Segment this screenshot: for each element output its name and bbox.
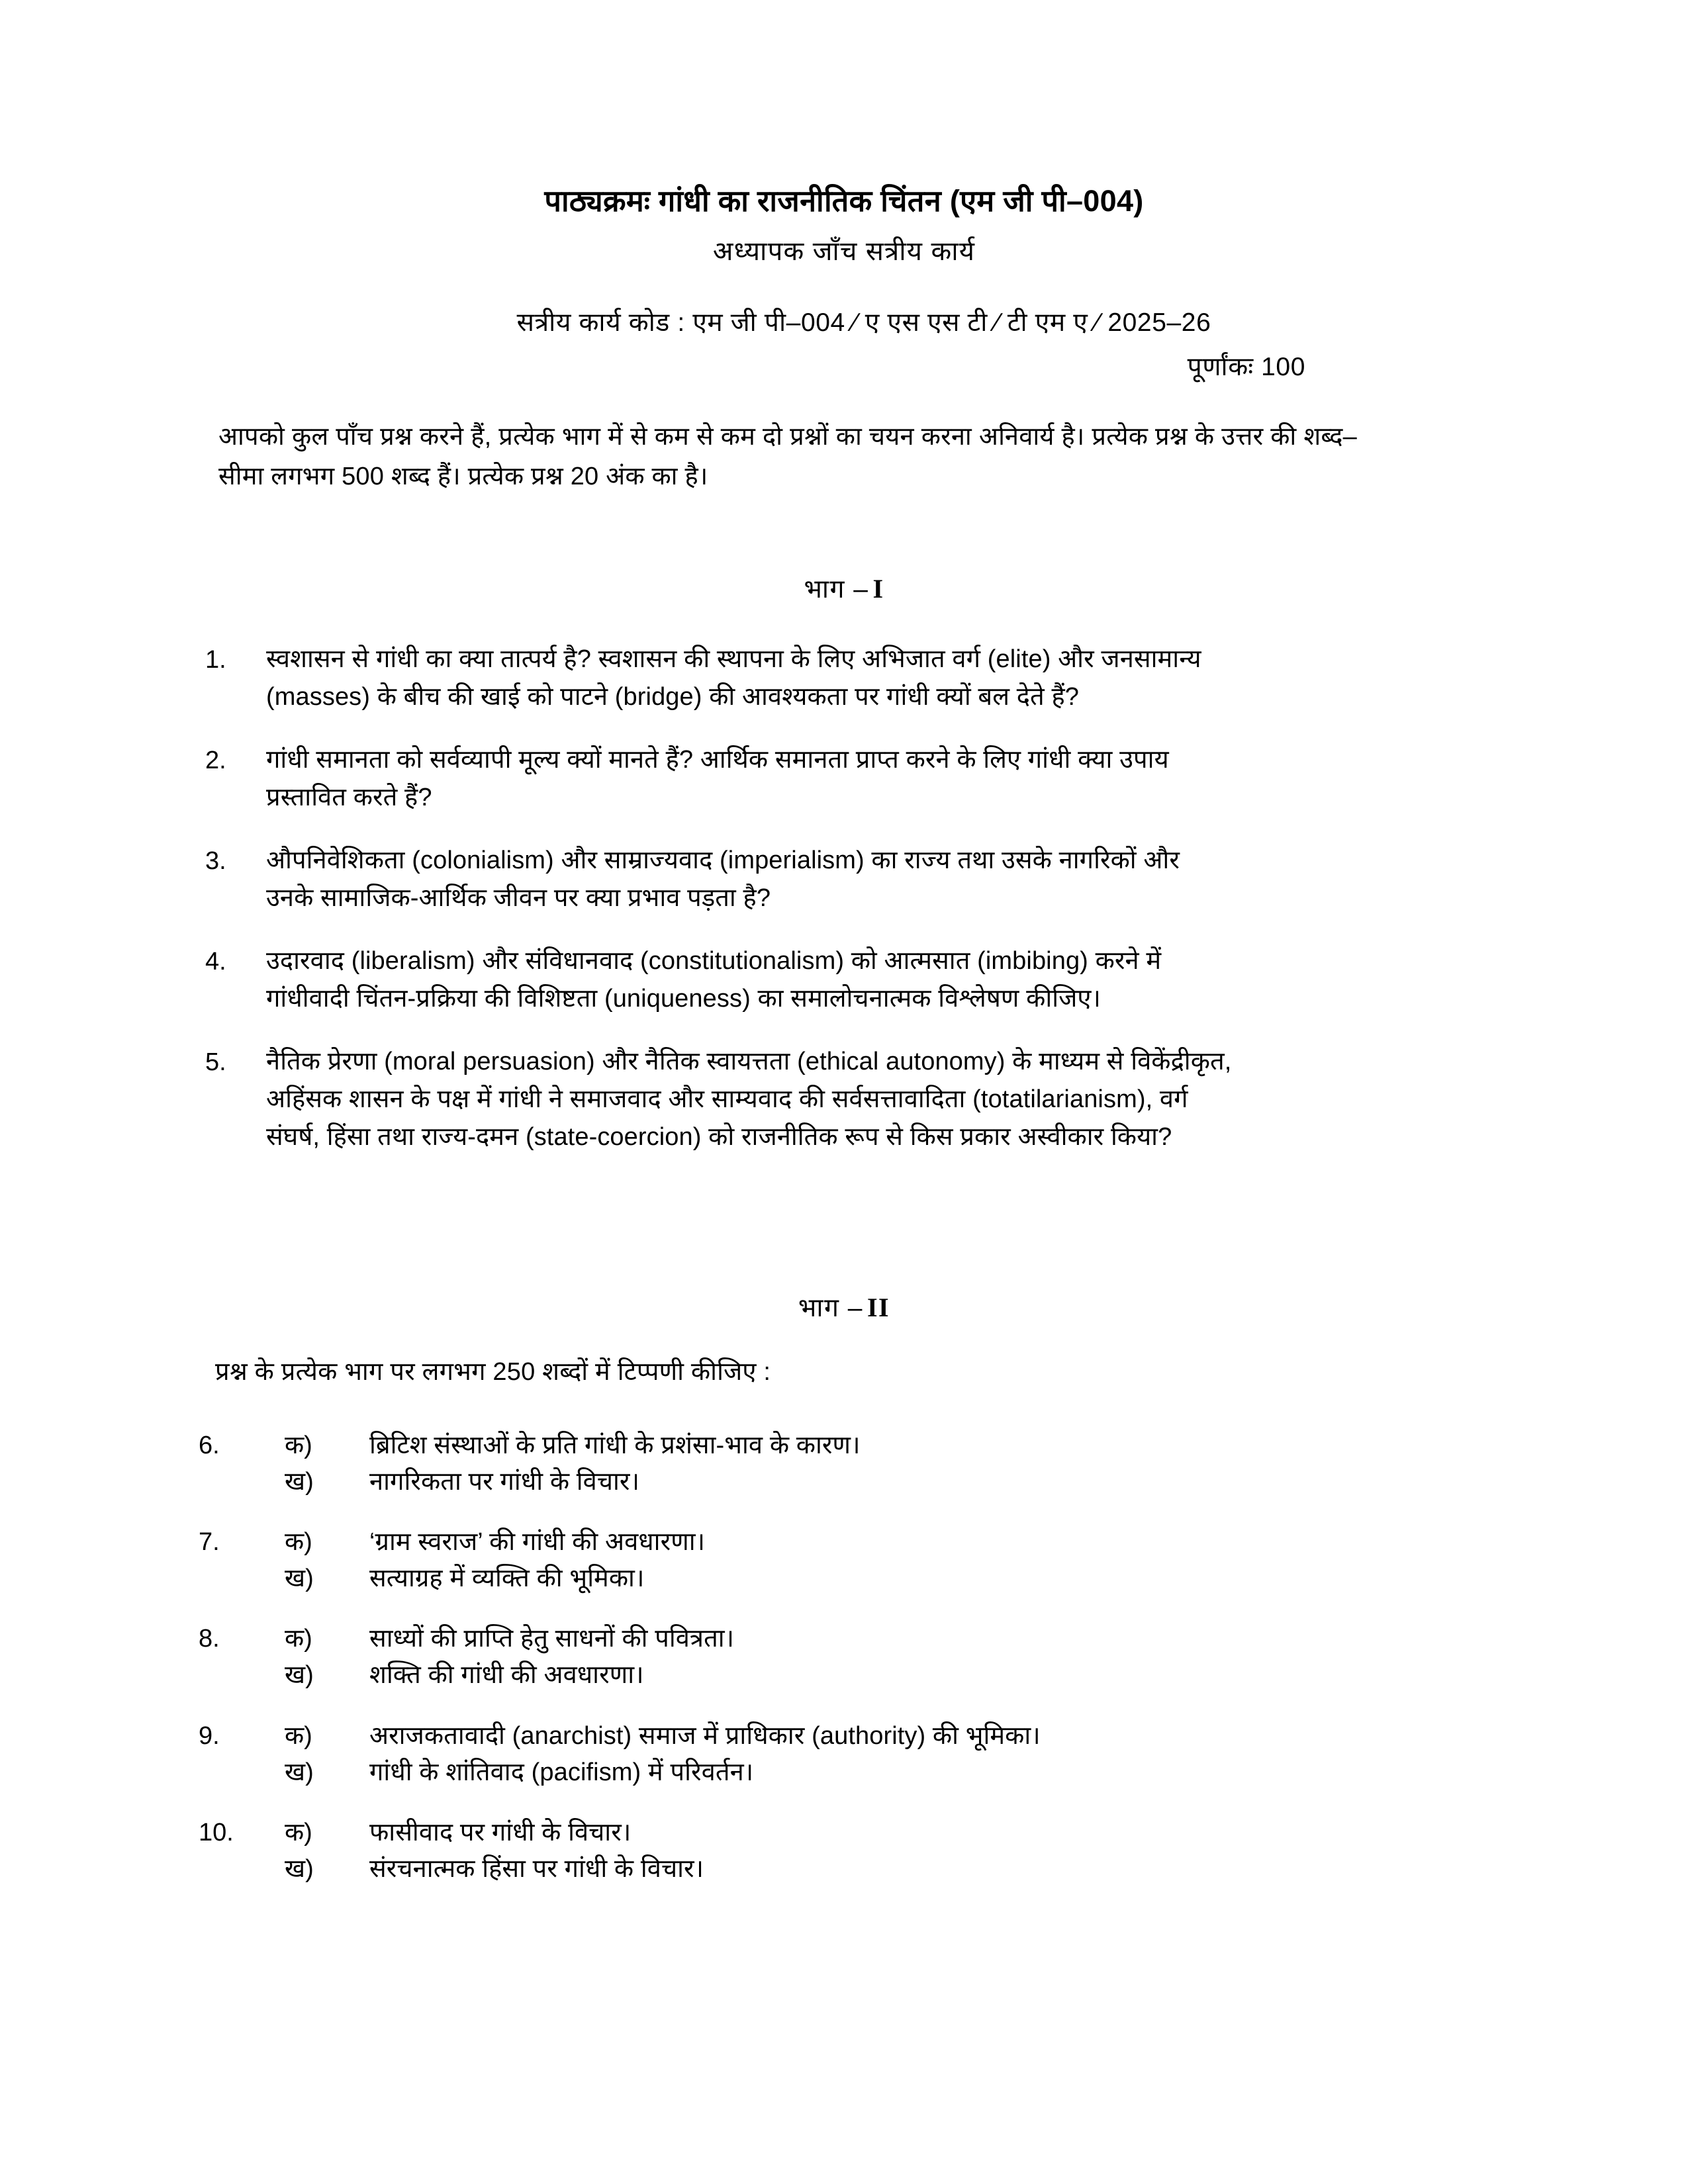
sub-question-label: ख) [285, 1854, 314, 1883]
sub-question-row [199, 1621, 1456, 1657]
question-line: उनके सामाजिक-आर्थिक जीवन पर क्या प्रभाव पड़ता है? [266, 884, 771, 912]
sub-question-label: क) [285, 1528, 312, 1557]
part-1-roman: I [872, 574, 884, 604]
question-number: 6. [199, 1432, 220, 1459]
question-line: गांधी समानता को सर्वव्यापी मूल्य क्यों मानते हैं? आर्थिक समानता प्राप्त करने के लिए गांधी क्या उपाय [266, 746, 1169, 774]
instruction-line-1: आपको कुल पाँच प्रश्न करने हैं, प्रत्येक भाग में से कम से कम दो प्रश्नों का चयन [218, 423, 914, 451]
question-line: उदारवाद (liberalism) और संविधानवाद (constitutionalism) को आत्मसात (imbibing) करने में [266, 947, 1162, 975]
sub-question-row [199, 1754, 1456, 1791]
sub-question-label: ख) [285, 1565, 314, 1593]
question-text [266, 842, 1370, 917]
question-item [199, 1621, 1456, 1694]
question-number: 5. [205, 1048, 226, 1076]
part-2-instruction: प्रश्न के प्रत्येक भाग पर लगभग 250 शब्दों में टिप्पणी कीजिए : [215, 1358, 771, 1386]
question-item [199, 1524, 1456, 1597]
sub-question-text: शक्ति की गांधी की अवधारणा। [369, 1661, 644, 1690]
question-item [199, 1718, 1456, 1791]
sub-question-text: सत्याग्रह में व्यक्ति की भूमिका। [369, 1565, 645, 1593]
question-item [205, 641, 1370, 716]
sub-question-row [199, 1428, 1456, 1464]
course-title: पाठ्यक्रमः गांधी का राजनीतिक चिंतन (एम जी पी–004) [544, 184, 1144, 218]
sub-question-label: ख) [285, 1468, 314, 1496]
question-text [266, 942, 1370, 1018]
question-number: 1. [205, 646, 226, 674]
part-2-question-list [199, 1428, 1456, 1911]
part-2-label: भाग – [798, 1294, 863, 1322]
question-item [205, 1043, 1370, 1156]
part-1-label: भाग – [804, 575, 869, 604]
general-instructions [218, 417, 1357, 496]
part-2-roman: II [867, 1293, 890, 1322]
sub-question-row [199, 1851, 1456, 1888]
sub-question-text: संरचनात्मक हिंसा पर गांधी के विचार। [369, 1854, 704, 1883]
instruction-line-3: प्रश्न 20 अंक का है। [531, 463, 708, 491]
sub-question-row [199, 1561, 1456, 1597]
assignment-type: अध्यापक जाँच सत्रीय कार्य [712, 237, 976, 267]
sub-question-row [199, 1718, 1456, 1754]
question-number: 9. [199, 1721, 220, 1750]
max-marks: पूर्णांकः 100 [1187, 353, 1305, 382]
part-1-heading [199, 570, 1489, 606]
sub-question-text: नागरिकता पर गांधी के विचार। [369, 1468, 640, 1496]
question-line: स्वशासन से गांधी का क्या तात्पर्य है? स्वशासन की स्थापना के लिए अभिजात वर्ग (elite) और जनसामान्य [266, 645, 1201, 673]
sub-question-text: ‘ग्राम स्वराज’ की गांधी की अवधारणा। [369, 1528, 706, 1557]
part-2-heading [199, 1289, 1489, 1324]
sub-question-label: क) [285, 1721, 312, 1750]
question-number: 7. [199, 1528, 220, 1557]
question-number: 10. [199, 1818, 234, 1846]
question-line: अहिंसक शासन के पक्ष में गांधी ने समाजवाद और साम्यवाद की सर्वसत्तावादिता (totatilarianism), वर्ग [266, 1085, 1188, 1113]
sub-question-row [199, 1464, 1456, 1500]
question-line: गांधीवादी चिंतन-प्रक्रिया की विशिष्टता (uniqueness) का समालोचनात्मक विश्लेषण कीजिए। [266, 985, 1102, 1013]
question-number: 8. [199, 1625, 220, 1653]
question-item [199, 1815, 1456, 1888]
sub-question-text: फासीवाद पर गांधी के विचार। [369, 1818, 632, 1846]
sub-question-text: गांधी के शांतिवाद (pacifism) में परिवर्तन। [369, 1758, 754, 1786]
question-text [266, 641, 1370, 716]
sub-question-row [199, 1657, 1456, 1694]
sub-question-text: साध्यों की प्राप्ति हेतु साधनों की पवित्रता। [369, 1625, 735, 1653]
sub-question-row [199, 1815, 1456, 1851]
part-1-question-list [205, 641, 1370, 1181]
question-line: (masses) के बीच की खाई को पाटने (bridge) की आवश्यकता पर गांधी क्यों बल देते हैं? [266, 683, 1079, 711]
question-number: 4. [205, 948, 226, 976]
sub-question-label: ख) [285, 1758, 314, 1786]
question-item [199, 1428, 1456, 1500]
sub-question-label: क) [285, 1818, 312, 1846]
assignment-code: सत्रीय कार्य कोड : एम जी पी–004 ⁄ ए एस एस टी ⁄ टी एम ए ⁄ 2025–26 [516, 308, 1211, 338]
sub-question-label: क) [285, 1432, 312, 1459]
question-number: 3. [205, 847, 226, 875]
question-item [205, 942, 1370, 1018]
question-line: नैतिक प्रेरणा (moral persuasion) और नैतिक स्वायत्तता (ethical autonomy) के माध्यम से विकेंद्रीकृत, [266, 1048, 1232, 1075]
question-text [266, 1043, 1370, 1156]
sub-question-label: ख) [285, 1661, 314, 1690]
sub-question-row [199, 1524, 1456, 1561]
sub-question-text: अराजकतावादी (anarchist) समाज में प्राधिकार (authority) की भूमिका। [369, 1721, 1041, 1750]
question-line: औपनिवेशिकता (colonialism) और साम्राज्यवाद (imperialism) का राज्य तथा उसके नागरिकों और [266, 846, 1180, 874]
question-text [266, 741, 1370, 817]
sub-question-label: क) [285, 1625, 312, 1653]
question-line: प्रस्तावित करते हैं? [266, 784, 432, 811]
question-item [205, 741, 1370, 817]
document-header [199, 183, 1489, 383]
instruction-line-2: करना अनिवार्य है। प्रत्येक प्रश्न के उत्तर की शब्द–सीमा लगभग 500 शब्द हैं। प्रत्येक [218, 423, 1357, 491]
question-line: संघर्ष, हिंसा तथा राज्य-दमन (state-coercion) को राजनीतिक रूप से किस प्रकार अस्वीकार किया? [266, 1123, 1172, 1151]
question-number: 2. [205, 747, 226, 774]
sub-question-text: ब्रिटिश संस्थाओं के प्रति गांधी के प्रशंसा-भाव के कारण। [369, 1432, 861, 1459]
question-item [205, 842, 1370, 917]
